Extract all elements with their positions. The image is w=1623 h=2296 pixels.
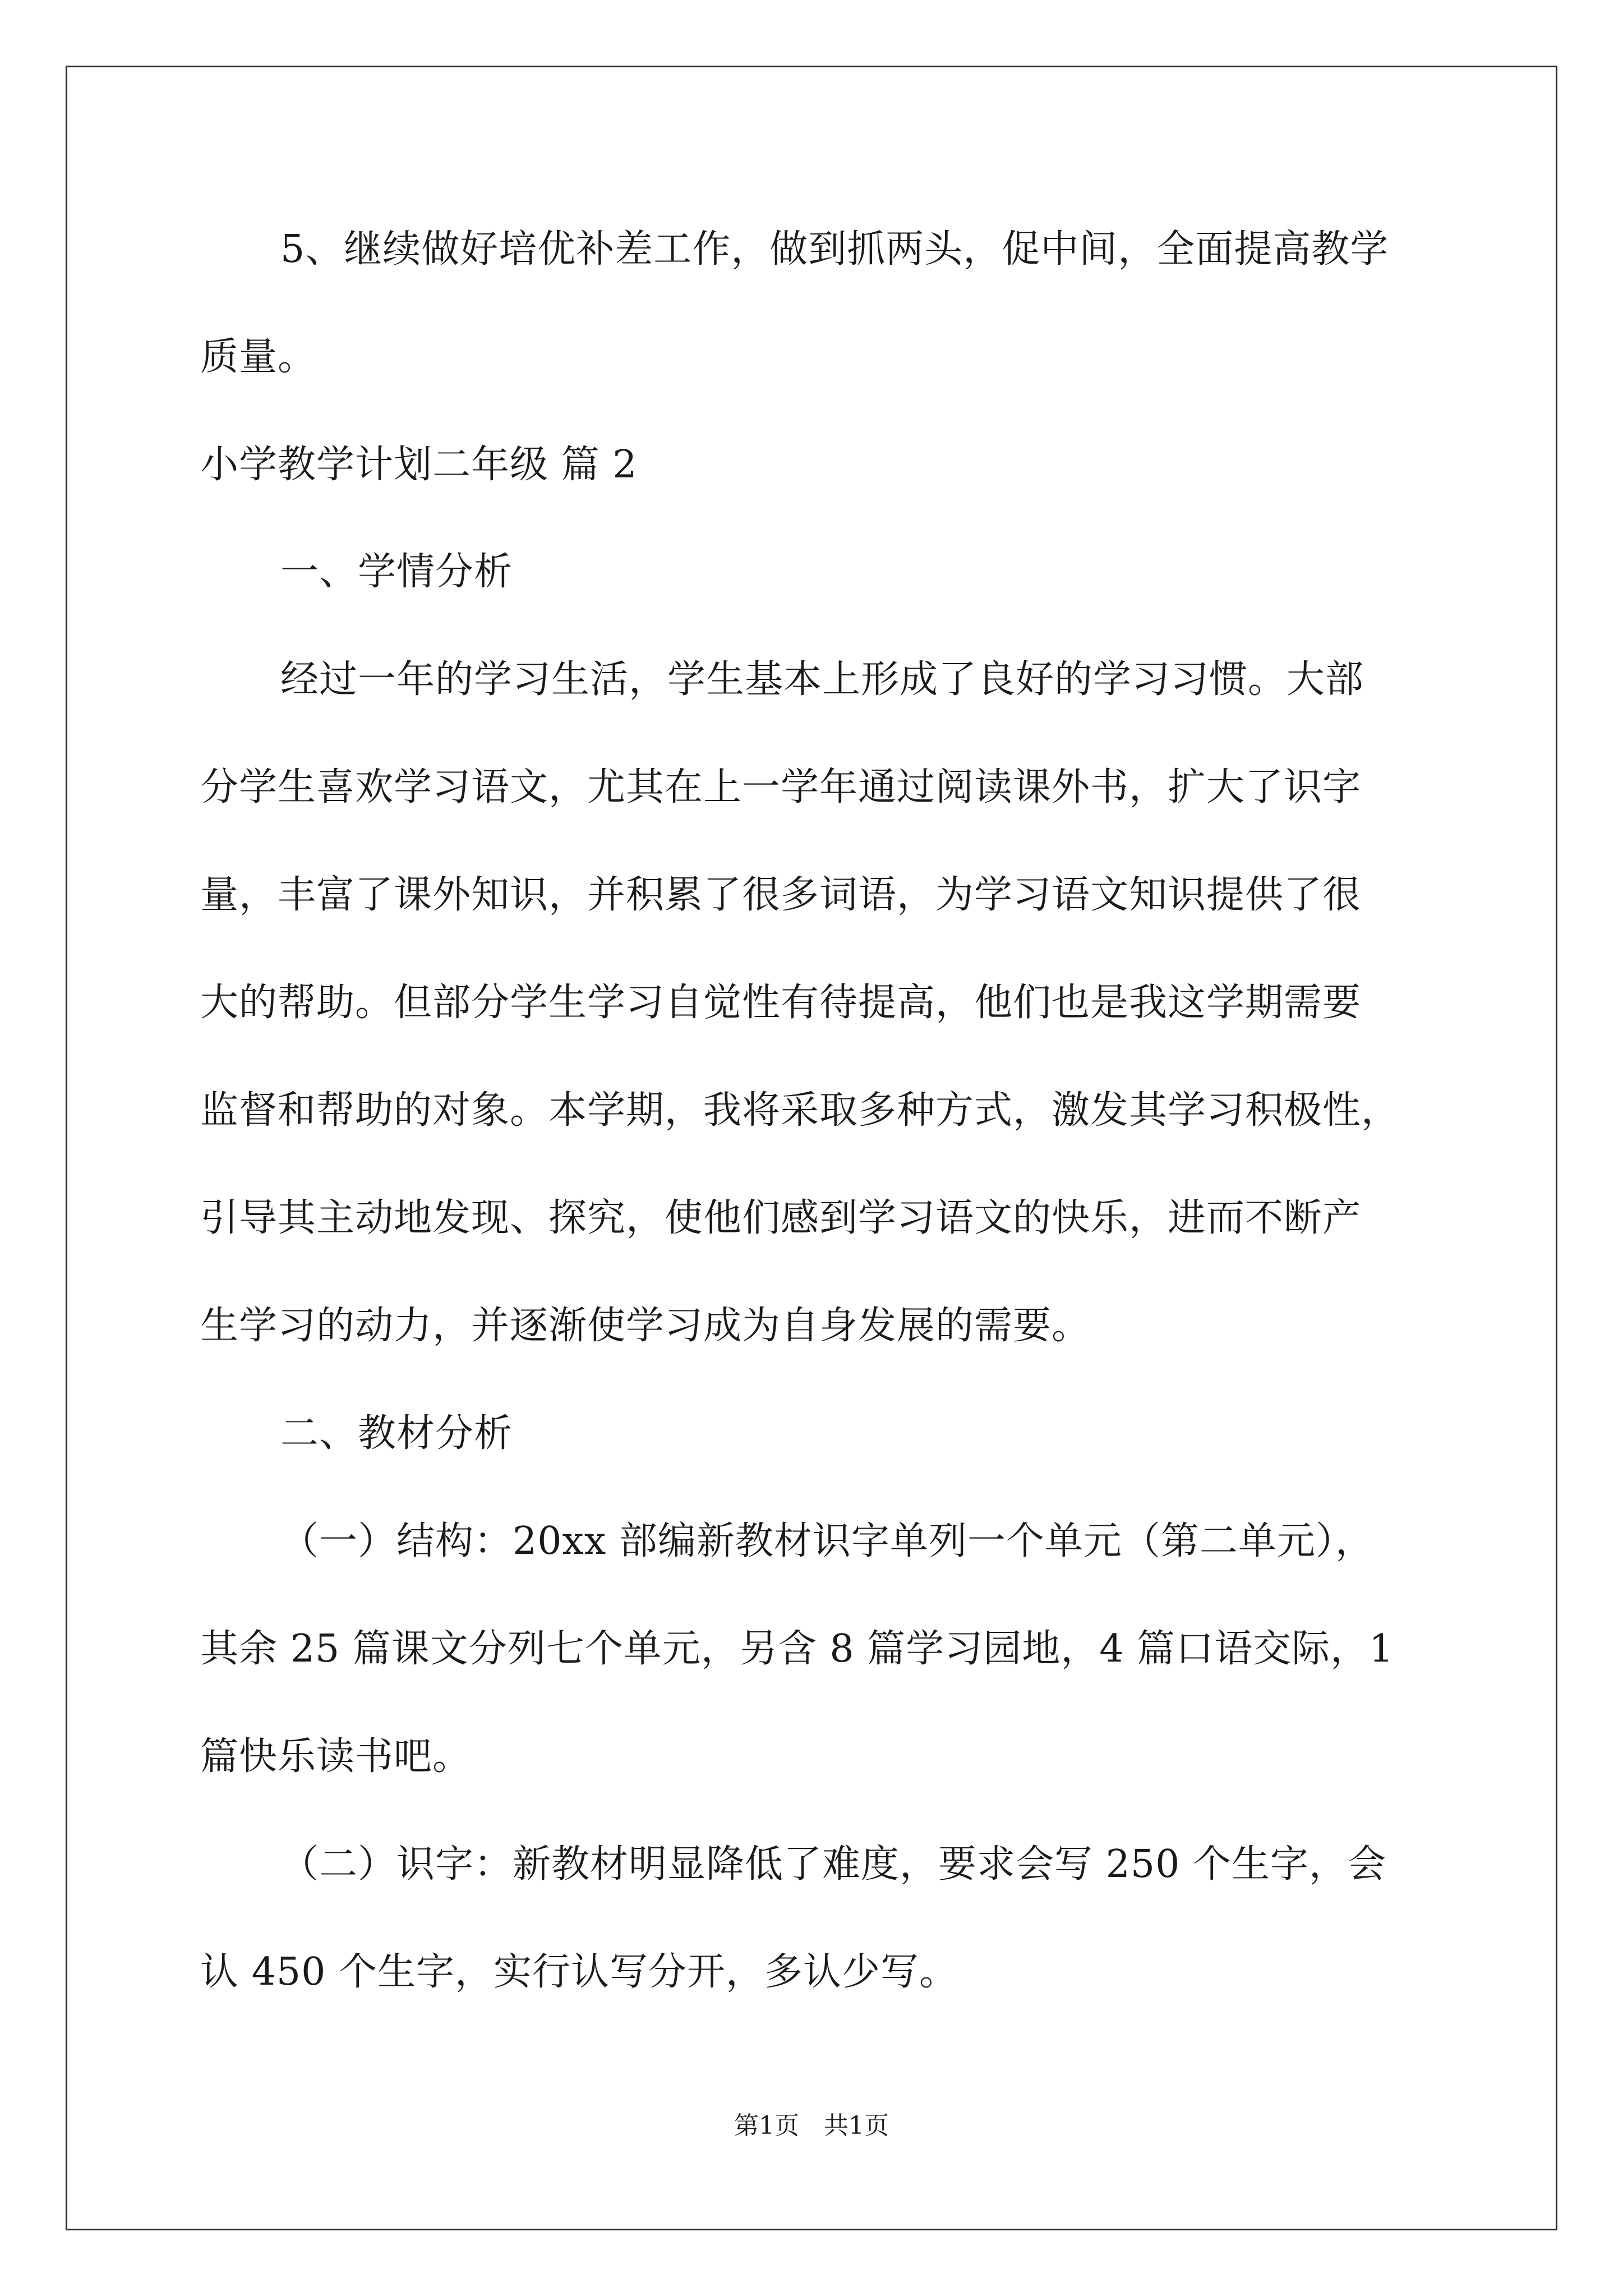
paragraph-line: 生学习的动力，并逐渐使学习成为自身发展的需要。 bbox=[200, 1304, 1091, 1348]
paragraph-line: 量，丰富了课外知识，并积累了很多词语，为学习语文知识提供了很 bbox=[200, 873, 1362, 917]
paragraph-line: 大的帮助。但部分学生学习自觉性有待提高，他们也是我这学期需要 bbox=[200, 981, 1362, 1025]
paragraph-line: （二）识字：新教材明显降低了难度，要求会写 250 个生字，会 bbox=[280, 1842, 1387, 1887]
paragraph-line: 其余 25 篇课文分列七个单元，另含 8 篇学习园地，4 篇口语交际，1 bbox=[200, 1627, 1394, 1671]
paragraph-line: 引导其主动地发现、探究，使他们感到学习语文的快乐，进而不断产 bbox=[200, 1196, 1362, 1240]
paragraph-line: 篇快乐读书吧。 bbox=[200, 1734, 472, 1779]
paragraph-line: 认 450 个生字，实行认写分开，多认少写。 bbox=[200, 1950, 958, 1994]
paragraph-line: 质量。 bbox=[200, 335, 317, 379]
page-number: 第1页 共1页 bbox=[734, 2111, 889, 2140]
section-heading: 二、教材分析 bbox=[280, 1411, 513, 1456]
paragraph-line: 经过一年的学习生活，学生基本上形成了良好的学习习惯。大部 bbox=[280, 657, 1364, 702]
paragraph-line: 监督和帮助的对象。本学期，我将采取多种方式，激发其学习积极性， bbox=[200, 1088, 1400, 1133]
paragraph-line: 分学生喜欢学习语文，尤其在上一学年通过阅读课外书，扩大了识字 bbox=[200, 765, 1362, 809]
page-border bbox=[66, 66, 1557, 2230]
paragraph-line: 5、继续做好培优补差工作，做到抓两头，促中间，全面提高教学 bbox=[280, 227, 1389, 272]
section-title: 小学教学计划二年级 篇 2 bbox=[200, 443, 638, 487]
paragraph-line: （一）结构：20xx 部编新教材识字单列一个单元（第二单元）， bbox=[280, 1519, 1374, 1563]
section-heading: 一、学情分析 bbox=[280, 550, 513, 594]
